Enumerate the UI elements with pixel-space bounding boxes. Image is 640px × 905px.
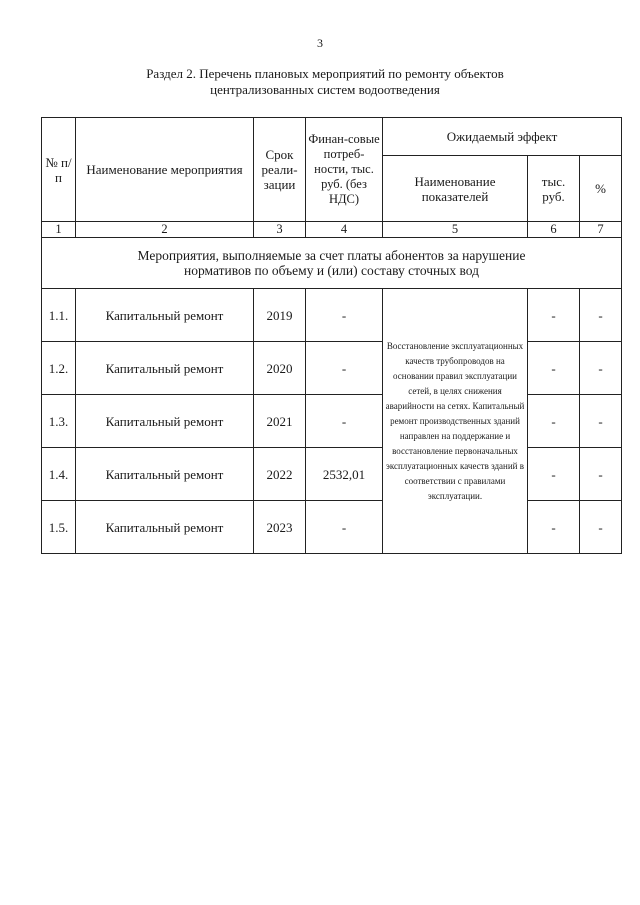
row-thousand-rub: - xyxy=(528,448,580,501)
header-number: № п/п xyxy=(42,118,76,222)
row-year: 2019 xyxy=(254,289,306,342)
row-thousand-rub: - xyxy=(528,289,580,342)
row-thousand-rub: - xyxy=(528,342,580,395)
header-thousand-rub: тыс. руб. xyxy=(528,156,580,222)
row-percent: - xyxy=(580,342,622,395)
row-name: Капитальный ремонт xyxy=(76,501,254,554)
row-year: 2023 xyxy=(254,501,306,554)
header-finance: Финан-совые потреб-ности, тыс. руб. (без НДС) xyxy=(306,118,383,222)
group-title-line-2: нормативов по объему и (или) составу сточных вод xyxy=(184,263,479,278)
header-term: Срок реали-зации xyxy=(254,118,306,222)
row-number: 1.4. xyxy=(42,448,76,501)
row-number: 1.3. xyxy=(42,395,76,448)
table-row xyxy=(42,289,622,342)
row-percent: - xyxy=(580,448,622,501)
row-year: 2020 xyxy=(254,342,306,395)
row-finance: - xyxy=(306,342,383,395)
row-thousand-rub: - xyxy=(528,501,580,554)
expected-effect-description: Восстановление эксплуатационных качеств трубопроводов на основании правил эксплуатации сетей, в целях снижения аварийности на сетях. Капитальный ремонт производственных зданий направлен на поддержание и восстановление первоначальных эксплуатационных качеств зданий в соответствии с правилами эксплуатации. xyxy=(383,289,528,554)
column-number: 3 xyxy=(254,222,306,238)
table-row xyxy=(42,448,622,501)
column-number: 7 xyxy=(580,222,622,238)
row-year: 2022 xyxy=(254,448,306,501)
row-number: 1.5. xyxy=(42,501,76,554)
row-thousand-rub: - xyxy=(528,395,580,448)
section-title-line-1: Раздел 2. Перечень плановых мероприятий по ремонту объектов xyxy=(146,66,504,81)
row-name: Капитальный ремонт xyxy=(76,395,254,448)
header-expected-effect: Ожидаемый эффект xyxy=(383,118,622,156)
column-number: 1 xyxy=(42,222,76,238)
column-number: 5 xyxy=(383,222,528,238)
header-name: Наименование мероприятия xyxy=(76,118,254,222)
header-percent: % xyxy=(580,156,622,222)
table-row xyxy=(42,342,622,395)
column-number: 6 xyxy=(528,222,580,238)
column-number-row xyxy=(42,222,622,238)
section-title-line-2: централизованных систем водоотведения xyxy=(210,82,440,97)
table-row xyxy=(42,395,622,448)
table-row xyxy=(42,501,622,554)
row-finance: - xyxy=(306,395,383,448)
row-percent: - xyxy=(580,289,622,342)
column-number: 2 xyxy=(76,222,254,238)
row-number: 1.2. xyxy=(42,342,76,395)
column-number: 4 xyxy=(306,222,383,238)
row-name: Капитальный ремонт xyxy=(76,289,254,342)
row-finance: - xyxy=(306,289,383,342)
row-percent: - xyxy=(580,501,622,554)
row-finance: 2532,01 xyxy=(306,448,383,501)
row-name: Капитальный ремонт xyxy=(76,448,254,501)
section-title xyxy=(60,66,590,98)
plan-table xyxy=(41,117,622,554)
row-year: 2021 xyxy=(254,395,306,448)
group-title-line-1: Мероприятия, выполняемые за счет платы абонентов за нарушение xyxy=(137,248,526,263)
page-number: 3 xyxy=(317,36,323,50)
group-row xyxy=(42,238,622,289)
row-number: 1.1. xyxy=(42,289,76,342)
row-percent: - xyxy=(580,395,622,448)
row-finance: - xyxy=(306,501,383,554)
row-name: Капитальный ремонт xyxy=(76,342,254,395)
header-indicator-name: Наименование показателей xyxy=(383,156,528,222)
group-title xyxy=(42,238,622,289)
